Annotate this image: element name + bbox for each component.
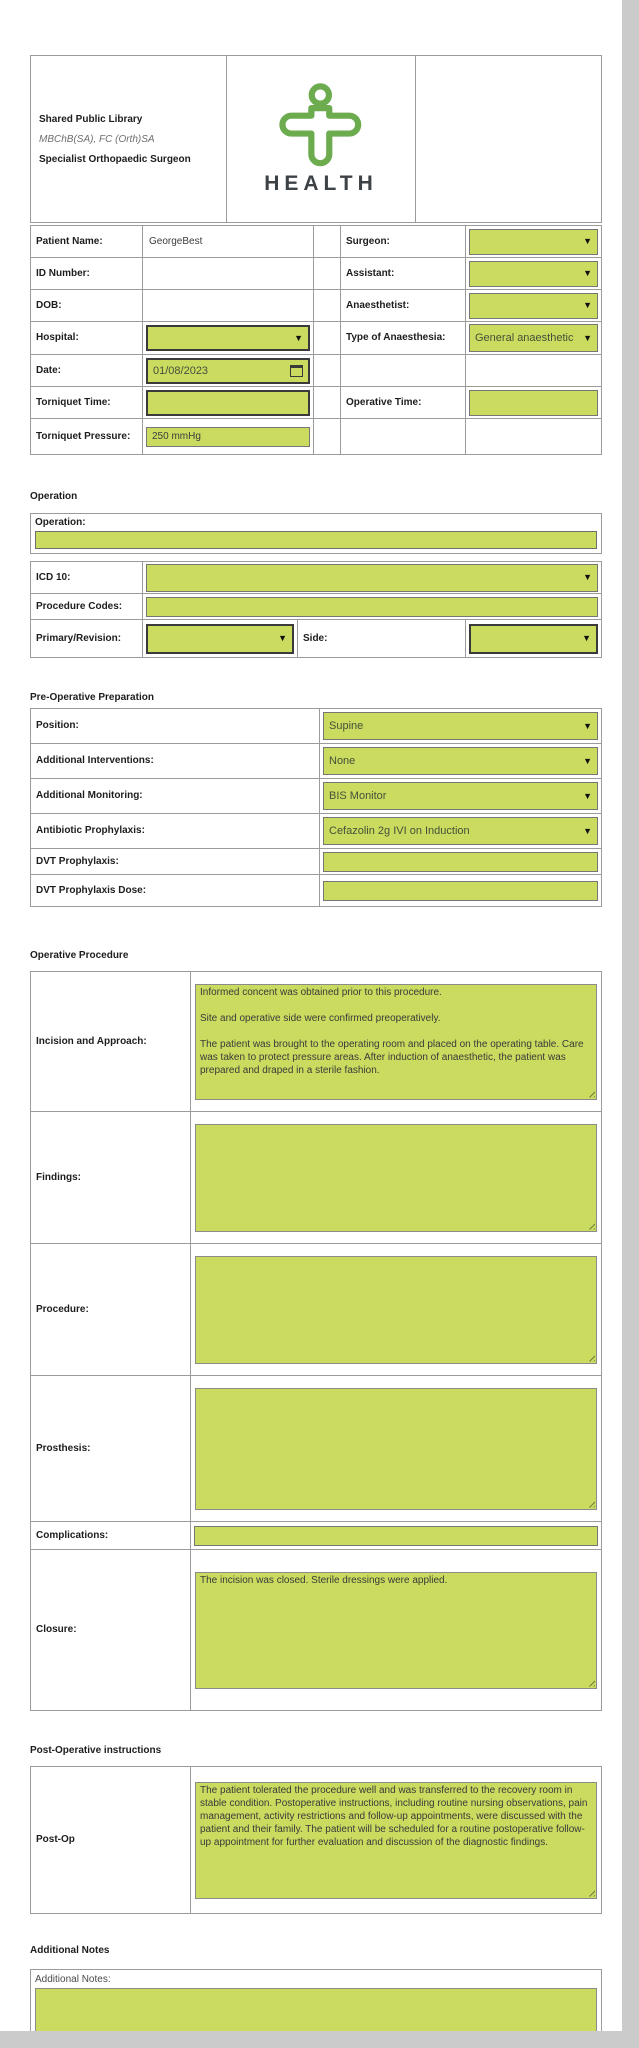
chevron-down-icon: ▼: [583, 300, 592, 310]
side-label: Side:: [298, 620, 465, 657]
empty-cell: [466, 419, 601, 454]
antibiotic-prophylaxis-dropdown[interactable]: Cefazolin 2g IVI on Induction ▼: [323, 817, 598, 845]
hospital-label: Hospital:: [31, 322, 142, 354]
surgeon-dropdown[interactable]: [469, 229, 598, 255]
closure-textarea[interactable]: [195, 1572, 597, 1689]
spacer-cell: [314, 419, 340, 454]
date-input[interactable]: 01/08/2023: [146, 358, 310, 384]
empty-cell: [341, 355, 465, 386]
complications-label: Complications:: [31, 1522, 190, 1549]
position-label: Position:: [31, 709, 319, 743]
additional-monitoring-dropdown[interactable]: BIS Monitor ▼: [323, 782, 598, 810]
dob-label: DOB:: [31, 290, 142, 321]
calendar-icon[interactable]: [290, 365, 303, 377]
vertical-scrollbar[interactable]: [622, 0, 639, 2048]
chevron-down-icon: ▼: [582, 633, 591, 643]
letterhead: [30, 55, 602, 223]
operation-section-heading: Operation: [30, 491, 78, 502]
procedure-codes-input[interactable]: [146, 597, 598, 617]
procedure-codes-label: Procedure Codes:: [31, 594, 142, 619]
chevron-down-icon: ▼: [583, 790, 592, 801]
position-dropdown[interactable]: Supine ▼: [323, 712, 598, 740]
operation-label: Operation:: [35, 517, 86, 528]
prosthesis-label: Prosthesis:: [31, 1376, 190, 1521]
empty-cell: [341, 419, 465, 454]
spacer-cell: [314, 322, 340, 354]
chevron-down-icon: ▼: [583, 332, 592, 343]
additional-notes-textarea[interactable]: [35, 1988, 597, 2031]
operative-time-label: Operative Time:: [341, 387, 465, 418]
operative-time-input[interactable]: [469, 390, 598, 416]
dob-value[interactable]: [143, 290, 313, 321]
primary-revision-label: Primary/Revision:: [31, 620, 142, 657]
practice-info: [31, 56, 226, 222]
assistant-dropdown[interactable]: [469, 261, 598, 287]
patient-name-label: Patient Name:: [31, 226, 142, 257]
codes-table: [30, 561, 602, 658]
additional-notes-box: [30, 1969, 602, 2031]
spacer-cell: [314, 290, 340, 321]
notes-section-heading: Additional Notes: [30, 1945, 110, 1956]
additional-notes-label: Additional Notes:: [35, 1974, 111, 1985]
torniquet-time-label: Torniquet Time:: [31, 387, 142, 418]
findings-label: Findings:: [31, 1112, 190, 1243]
letterhead-empty-cell: [416, 56, 601, 222]
incision-approach-textarea[interactable]: [195, 984, 597, 1100]
type-of-anaesthesia-dropdown[interactable]: General anaesthetic ▼: [469, 324, 598, 352]
date-label: Date:: [31, 355, 142, 386]
post-op-label: Post-Op: [31, 1767, 190, 1913]
empty-cell: [466, 355, 601, 386]
anaesthetist-label: Anaesthetist:: [341, 290, 465, 321]
additional-monitoring-label: Additional Monitoring:: [31, 779, 319, 813]
logo-cell: [227, 56, 415, 222]
logo-wordmark: HEALTH: [264, 171, 378, 195]
procedure-label: Procedure:: [31, 1244, 190, 1375]
operative-procedure-table: [30, 971, 602, 1711]
closure-label: Closure:: [31, 1550, 190, 1710]
preop-table: [30, 708, 602, 907]
patient-name-value[interactable]: GeorgeBest: [143, 226, 313, 257]
post-op-textarea[interactable]: [195, 1782, 597, 1899]
postop-section-heading: Post-Operative instructions: [30, 1745, 162, 1756]
chevron-down-icon: ▼: [583, 572, 592, 582]
chevron-down-icon: ▼: [583, 236, 592, 246]
chevron-down-icon: ▼: [583, 268, 592, 278]
icd10-dropdown[interactable]: [146, 564, 598, 592]
practice-name: Shared Public Library: [39, 113, 143, 125]
complications-input[interactable]: [194, 1526, 598, 1546]
side-dropdown[interactable]: [469, 624, 598, 654]
chevron-down-icon: ▼: [583, 720, 592, 731]
torniquet-pressure-input[interactable]: 250 mmHg: [146, 427, 310, 447]
chevron-down-icon: ▼: [583, 825, 592, 836]
antibiotic-prophylaxis-label: Antibiotic Prophylaxis:: [31, 814, 319, 848]
chevron-down-icon: ▼: [583, 755, 592, 766]
additional-interventions-dropdown[interactable]: None ▼: [323, 747, 598, 775]
spacer-cell: [314, 258, 340, 289]
preop-section-heading: Pre-Operative Preparation: [30, 692, 154, 703]
findings-textarea[interactable]: [195, 1124, 597, 1232]
spacer-cell: [314, 387, 340, 418]
chevron-down-icon: ▼: [294, 332, 303, 343]
dvt-prophylaxis-input[interactable]: [323, 852, 598, 872]
id-number-label: ID Number:: [31, 258, 142, 289]
horizontal-scrollbar[interactable]: [0, 2031, 639, 2048]
dvt-prophylaxis-dose-label: DVT Prophylaxis Dose:: [31, 875, 319, 906]
chevron-down-icon: ▼: [278, 633, 287, 643]
prosthesis-textarea[interactable]: [195, 1388, 597, 1510]
spacer-cell: [314, 226, 340, 257]
assistant-label: Assistant:: [341, 258, 465, 289]
anaesthetist-dropdown[interactable]: [469, 293, 598, 319]
dvt-prophylaxis-label: DVT Prophylaxis:: [31, 849, 319, 874]
incision-approach-label: Incision and Approach:: [31, 972, 190, 1111]
practice-title: Specialist Orthopaedic Surgeon: [39, 153, 191, 165]
hospital-dropdown[interactable]: [146, 325, 310, 351]
additional-interventions-label: Additional Interventions:: [31, 744, 319, 778]
torniquet-pressure-label: Torniquet Pressure:: [31, 419, 142, 454]
postop-table: [30, 1766, 602, 1914]
procedure-textarea[interactable]: [195, 1256, 597, 1364]
id-number-value[interactable]: [143, 258, 313, 289]
procedure-section-heading: Operative Procedure: [30, 950, 129, 961]
spacer-cell: [314, 355, 340, 386]
surgeon-label: Surgeon:: [341, 226, 465, 257]
operation-box: [30, 513, 602, 554]
dvt-prophylaxis-dose-input[interactable]: [323, 881, 598, 901]
primary-revision-dropdown[interactable]: [146, 624, 294, 654]
health-cross-icon: [279, 83, 363, 169]
torniquet-time-input[interactable]: [146, 390, 310, 416]
patient-info-table: [30, 225, 602, 455]
practice-qualifications: MBChB(SA), FC (Orth)SA: [39, 133, 155, 145]
type-of-anaesthesia-label: Type of Anaesthesia:: [341, 322, 465, 354]
operation-input[interactable]: [35, 531, 597, 549]
icd10-label: ICD 10:: [31, 562, 142, 593]
